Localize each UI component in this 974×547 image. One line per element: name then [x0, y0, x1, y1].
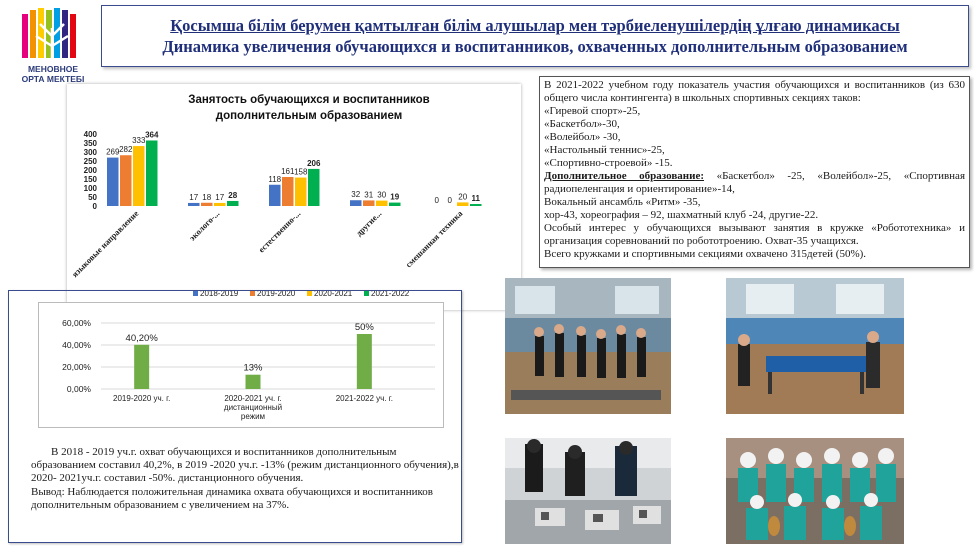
- chart2-category-label: 2021-2022 уч. г.: [335, 394, 393, 403]
- chart2-data-label: 13%: [243, 362, 263, 374]
- coverage-paragraph-2: Вывод: Наблюдается положительная динамика охвата обучающихся и воспитанников дополнительным образованием с увеличением на 37%.: [31, 485, 433, 511]
- info-line-7: хор-43, хореография – 92, шахматный клуб -24, другие-22.: [544, 209, 819, 221]
- chart1-data-label: 28: [228, 190, 238, 200]
- chart1-data-label: 161: [281, 167, 295, 177]
- chart2-ytick-label: 20,00%: [62, 362, 91, 372]
- chart1-data-label: 333: [132, 136, 146, 146]
- chart1-data-label: 11: [471, 194, 480, 204]
- info-line-6: Вокальный ансамбль «Ритм» -35,: [544, 196, 701, 208]
- chart1-legend-label: 2018-2019: [200, 289, 239, 298]
- chart1-bar: [201, 203, 213, 206]
- photo-table-tennis: [726, 278, 904, 414]
- chart1-legend-label: 2021-2022: [371, 289, 410, 298]
- chart1-bar: [188, 203, 200, 206]
- chart1-data-label: 31: [364, 190, 374, 200]
- chart1-legend-label: 2020-2021: [314, 289, 353, 298]
- chart1-data-label: 282: [119, 145, 133, 155]
- info-paragraph-1: В 2021-2022 учебном году показатель участия обучающихся и воспитанников (из 630 общего числа контингента) в школьных спортивных секциях таков:: [544, 79, 965, 104]
- chart1-bar: [457, 202, 469, 206]
- chart1-data-label: 20: [458, 192, 468, 202]
- chart1-ytick-label: 100: [83, 184, 97, 193]
- info-line-5: «Спортивно-строевой» -15.: [544, 157, 673, 169]
- logo-caption: [14, 64, 92, 84]
- chart1-bar: [146, 140, 158, 206]
- title-box: [101, 5, 969, 67]
- sports-sections-info: [539, 76, 970, 268]
- chart1-bar: [282, 177, 294, 206]
- chart1-ytick-label: 350: [83, 139, 97, 148]
- chart1-data-label: 19: [390, 192, 400, 202]
- chart2-data-label: 50%: [354, 322, 374, 333]
- chart1-ytick-label: 300: [83, 148, 97, 157]
- chart1-category-label: другие...: [353, 208, 384, 239]
- chart1-data-label: 30: [377, 190, 387, 200]
- info-paragraph-4: Всего кружками и спортивными секциями охвачено 315детей (50%).: [544, 248, 867, 260]
- info-paragraph-3: Особый интерес у обучающихся вызывают занятия в кружке «Робототехника» и организация соревнований по робототроению. Охват-35 учащихся.: [544, 222, 965, 247]
- chart2-category-label: дистанционный: [223, 403, 283, 412]
- chart1-bar: [107, 158, 119, 206]
- coverage-conclusion-text: [31, 446, 459, 512]
- chart1-bar: [363, 200, 375, 206]
- chart1-ytick-label: 250: [83, 157, 97, 166]
- chart2-category-label: режим: [240, 412, 266, 421]
- chart1-category-label: смешанная техника: [403, 208, 465, 270]
- chart1-data-label: 0: [447, 196, 452, 205]
- title-russian: Динамика увеличения обучающихся и воспитанников, охваченных дополнительным образованием: [162, 37, 908, 56]
- title-kazakh: Қосымша білім берумен қамтылған білім алушылар мен тәрбиеленушілердің ұлғаю динамикасы: [170, 16, 900, 35]
- chart2-data-label: 40,20%: [125, 332, 158, 344]
- photo-gym-weightlifting: [505, 278, 671, 414]
- chart1-data-label: 206: [307, 158, 321, 168]
- chart1-category-label: эколого-...: [186, 208, 222, 243]
- chart1-bar: [227, 201, 239, 206]
- chart1-plot: [67, 84, 521, 310]
- chart1-ytick-label: 400: [83, 130, 97, 139]
- chart1-bar: [214, 203, 226, 206]
- info-paragraph-2: [544, 170, 965, 196]
- coverage-bar-chart: [38, 302, 444, 428]
- chart2-ytick-label: 40,00%: [62, 340, 91, 350]
- chart1-category-label: естественно-...: [256, 208, 303, 255]
- employment-bar-chart: [67, 84, 521, 310]
- chart2-category-label: 2020-2021 уч. г.: [224, 394, 282, 403]
- chart1-bar: [350, 200, 362, 206]
- chart1-title-line2: дополнительным образованием: [215, 110, 403, 122]
- info-line-2: «Баскетбол»-30,: [544, 118, 620, 130]
- chart1-ytick-label: 150: [83, 175, 97, 184]
- chart1-data-label: 17: [189, 192, 199, 202]
- info-line-1: «Гиревой спорт»-25,: [544, 105, 641, 117]
- chart1-bar: [470, 204, 482, 206]
- chart1-bar: [308, 169, 320, 206]
- chart1-bar: [133, 146, 145, 206]
- coverage-dynamics-box: [8, 290, 462, 543]
- chart1-data-label: 17: [215, 192, 225, 202]
- chart2-bar: [134, 345, 149, 389]
- chart2-ytick-label: 60,00%: [62, 318, 91, 328]
- chart2-bar: [357, 334, 372, 389]
- logo-caption-line1: МЕНОВНОЕ: [27, 64, 79, 74]
- chart1-ytick-label: 200: [83, 166, 97, 175]
- chart1-bar: [389, 203, 401, 206]
- chart2-ytick-label: 0,00%: [66, 384, 91, 394]
- chart1-legend-label: 2019-2020: [257, 289, 296, 298]
- chart1-bar: [120, 155, 132, 206]
- chart2-plot: [39, 303, 445, 429]
- chart1-bar: [376, 201, 388, 206]
- chart1-ytick-label: 50: [88, 193, 97, 202]
- chart1-bar: [295, 178, 307, 206]
- logo-caption-line2: ОРТА МЕКТЕБІ: [21, 74, 85, 84]
- chart1-category-label: языковые направление: [69, 208, 141, 280]
- chart1-data-label: 158: [294, 167, 308, 177]
- chart1-data-label: 118: [268, 174, 282, 184]
- photo-robotics-class: [505, 438, 671, 544]
- info-additional-education-text: «Баскетбол» -25, «Волейбол»-25, «Спортивная радиопеленгация и ориентирование»-14,: [544, 170, 965, 195]
- coverage-paragraph-1: В 2018 - 2019 уч.г. охват обучающихся и воспитанников дополнительным образованием составил 40,2%, в 2019 -2020 уч.г. -13% (режим дистанционного обучения),в 2020- 2021уч.г. составил -50%. дистанционного обучения.: [31, 446, 459, 485]
- info-additional-education-label: Дополнительное образование:: [544, 170, 705, 182]
- chart1-title-line1: Занятость обучающихся и воспитанников: [188, 94, 430, 106]
- chart1-ytick-label: 0: [92, 202, 97, 211]
- chart1-data-label: 0: [434, 196, 439, 205]
- chart1-bar: [269, 185, 281, 206]
- info-line-4: «Настольный теннис»-25,: [544, 144, 665, 156]
- chart1-data-label: 32: [351, 190, 361, 200]
- chart2-bar: [246, 375, 261, 389]
- chart2-category-label: 2019-2020 уч. г.: [113, 394, 171, 403]
- chart1-data-label: 269: [106, 147, 120, 157]
- chart1-data-label: 18: [202, 192, 212, 202]
- info-line-3: «Волейбол» -30,: [544, 131, 621, 143]
- chart1-data-label: 364: [145, 130, 159, 140]
- photo-dance-ensemble: [726, 438, 904, 544]
